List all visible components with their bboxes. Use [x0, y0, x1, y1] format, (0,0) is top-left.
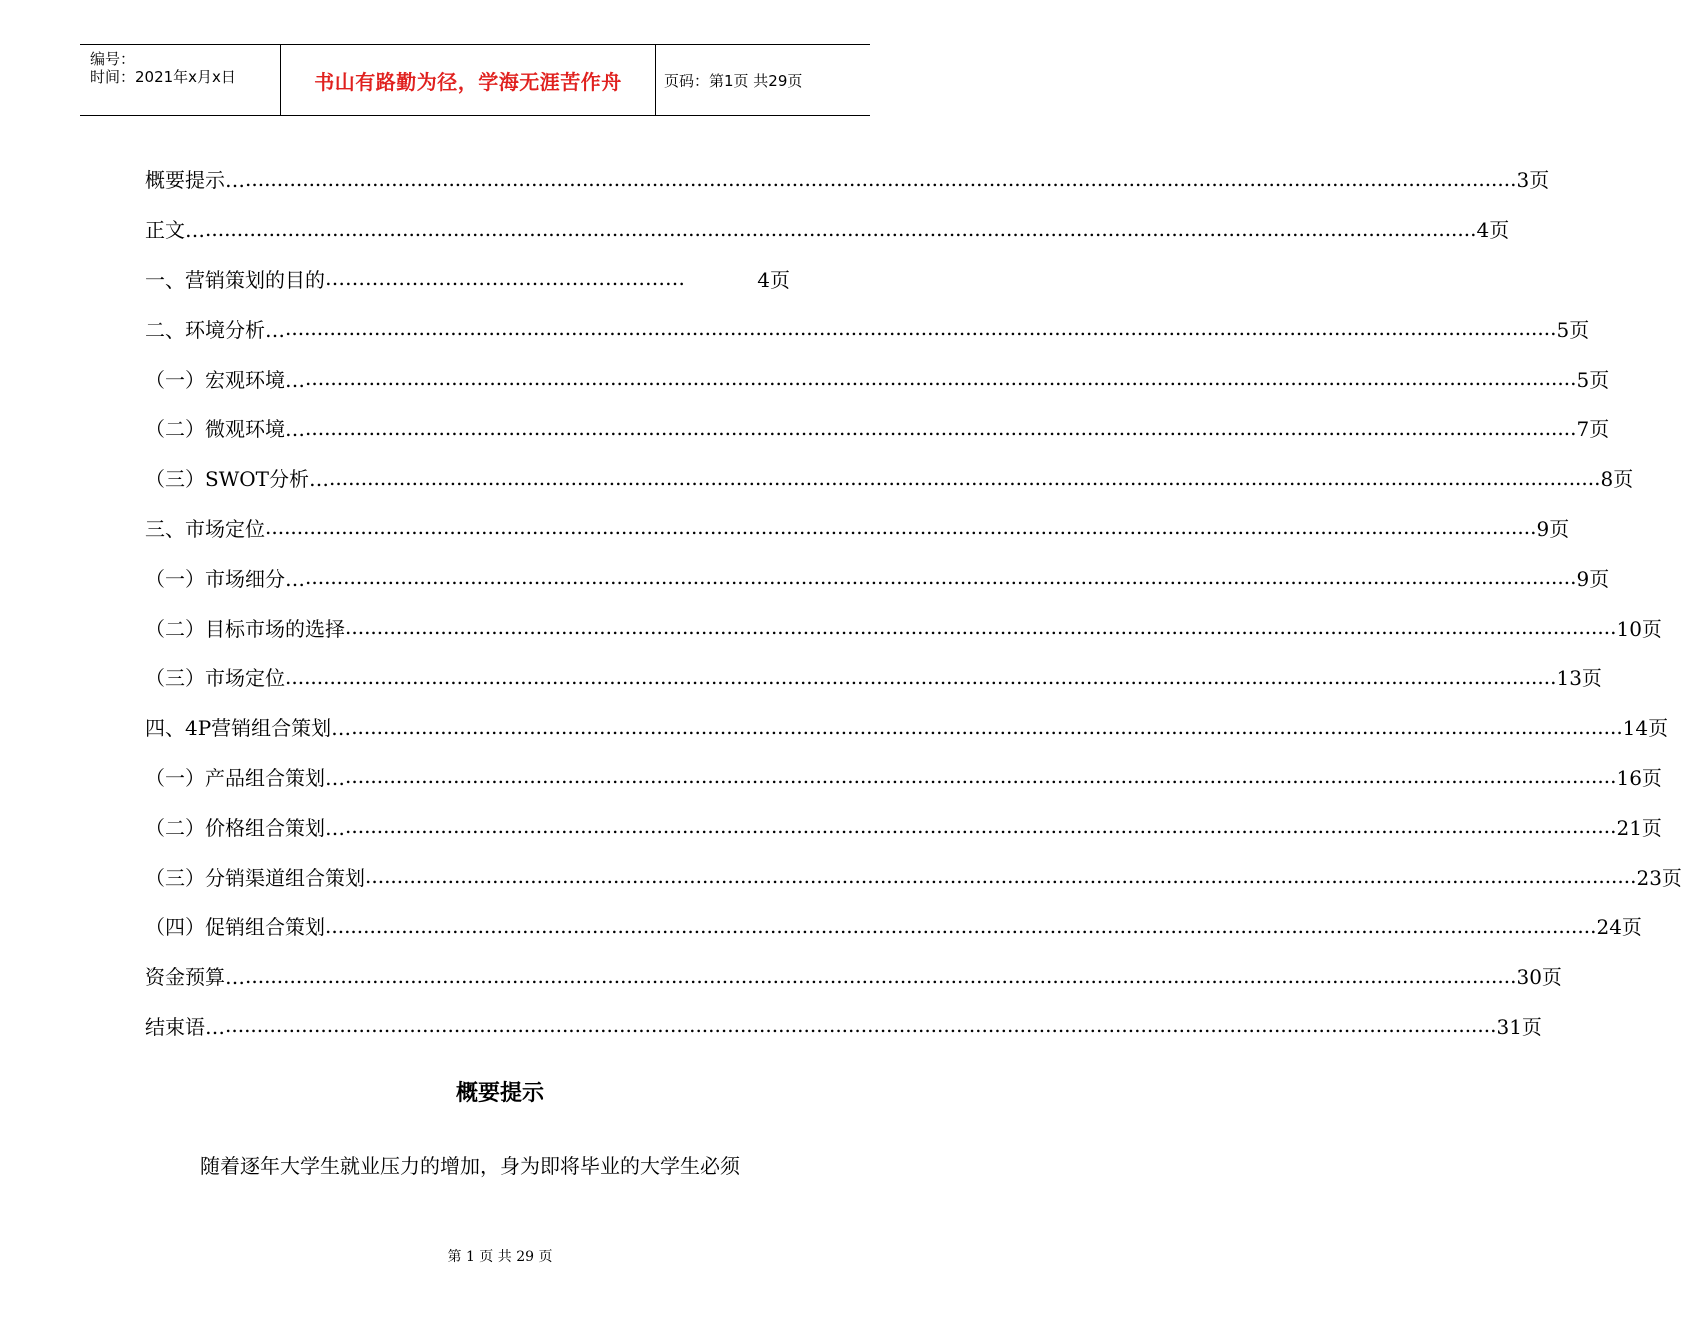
- toc-entry-page: 31页: [1496, 1014, 1542, 1039]
- toc-entry-label: （一）市场细分…: [145, 566, 305, 591]
- toc-entry-label: 资金预算…: [145, 965, 245, 990]
- header-info-cell: [80, 45, 280, 115]
- toc-entry-label: （二）价格组合策划…: [145, 815, 345, 840]
- toc-entry-label: （二）目标市场的选择: [145, 616, 345, 641]
- toc-entry-label: （三）市场定位: [145, 666, 285, 691]
- toc-leader-dots: ………………………………………………: [325, 266, 685, 291]
- toc-entry-page: 14页: [1622, 716, 1669, 741]
- toc-entry-label: 一、营销策划的目的: [145, 267, 325, 292]
- toc-leader-dots: ........................................................................................................................................................................................................: [245, 963, 1517, 988]
- toc-entry: [145, 652, 1602, 702]
- toc-leader-dots: ........................................................................................................................................................................................................: [285, 316, 1557, 341]
- toc-leader-dots: ........................................................................................................................................................................................................: [265, 515, 1537, 540]
- toc-leader-dots: ........................................................................................................................................................................................................: [365, 864, 1637, 889]
- toc-leader-dots: ........................................................................................................................................................................................................: [345, 615, 1617, 640]
- page-code: 页码：第1页 共29页: [664, 71, 803, 90]
- toc-entry: [145, 204, 1510, 254]
- toc-leader-dots: ........................................................................................................................................................................................................: [345, 764, 1617, 789]
- toc-entry: [145, 353, 1610, 403]
- toc-entry: [145, 503, 1570, 553]
- toc-leader-dots: ........................................................................................................................................................................................................: [245, 166, 1517, 191]
- toc-entry: [145, 154, 1550, 204]
- header-motto-cell: [280, 45, 656, 115]
- toc-entry: [145, 602, 1662, 652]
- toc-entry: [145, 552, 1610, 602]
- toc-entry-page: 10页: [1616, 616, 1662, 641]
- toc-entry: [145, 254, 790, 304]
- toc-entry: [145, 702, 1669, 752]
- toc-entry-page: 4页: [757, 267, 790, 292]
- toc-entry-page: 30页: [1516, 965, 1562, 990]
- body-paragraph: 随着逐年大学生就业压力的增加，身为即将毕业的大学生必须: [200, 1154, 740, 1178]
- date-label: 时间：2021年x月x日: [90, 68, 236, 86]
- toc-entry-page: 24页: [1596, 915, 1642, 940]
- toc-entry-page: 5页: [1576, 367, 1610, 392]
- toc-leader-dots: ........................................................................................................................................................................................................: [329, 465, 1601, 490]
- toc-leader-dots: ........................................................................................................................................................................................................: [285, 664, 1557, 689]
- toc-entry-label: （一）产品组合策划…: [145, 765, 345, 790]
- toc-entry-label: 三、市场定位: [145, 516, 265, 541]
- toc-entry-page: 5页: [1556, 317, 1590, 342]
- toc-entry-page: 16页: [1616, 765, 1662, 790]
- page-footer: 第 1 页 共 29 页: [447, 1249, 553, 1265]
- header-page-cell: [656, 45, 870, 115]
- toc-leader-dots: ........................................................................................................................................................................................................: [225, 1013, 1497, 1038]
- toc-entry: [145, 951, 1562, 1001]
- table-of-contents: [145, 154, 1682, 1050]
- toc-entry: [145, 1001, 1542, 1051]
- toc-entry-label: 正文…: [145, 218, 205, 243]
- toc-entry-label: 结束语…: [145, 1014, 225, 1039]
- toc-leader-dots: ........................................................................................................................................................................................................: [351, 714, 1623, 739]
- toc-entry-label: （四）促销组合策划: [145, 915, 325, 940]
- toc-entry-label: （三）SWOT分析…: [145, 467, 329, 492]
- toc-leader-dots: ........................................................................................................................................................................................................: [345, 814, 1617, 839]
- toc-entry-label: （二）微观环境…: [145, 417, 305, 442]
- toc-entry-page: 4页: [1476, 218, 1510, 243]
- toc-entry-page: 9页: [1576, 566, 1610, 591]
- toc-leader-dots: ........................................................................................................................................................................................................: [305, 415, 1577, 440]
- number-label: 编号：: [90, 50, 136, 68]
- toc-leader-dots: ........................................................................................................................................................................................................: [325, 913, 1597, 938]
- toc-entry-page: 8页: [1600, 467, 1634, 492]
- page-header: [80, 44, 870, 116]
- toc-leader-dots: ........................................................................................................................................................................................................: [305, 565, 1577, 590]
- toc-leader-dots: ........................................................................................................................................................................................................: [205, 216, 1477, 241]
- toc-entry-page: 9页: [1536, 516, 1570, 541]
- toc-entry-page: 23页: [1636, 865, 1682, 890]
- toc-entry: [145, 851, 1682, 901]
- toc-entry: [145, 303, 1590, 353]
- toc-entry-label: （一）宏观环境…: [145, 367, 305, 392]
- toc-entry: [145, 801, 1662, 851]
- toc-entry-label: 四、4P营销组合策划…: [145, 716, 352, 741]
- toc-entry-page: 7页: [1576, 417, 1610, 442]
- toc-entry-page: 21页: [1616, 815, 1662, 840]
- motto-text: 书山有路勤为径，学海无涯苦作舟: [314, 69, 622, 94]
- toc-entry-label: 二、环境分析…: [145, 317, 285, 342]
- toc-entry: [145, 453, 1634, 503]
- toc-entry: [145, 403, 1610, 453]
- toc-leader-dots: ........................................................................................................................................................................................................: [305, 366, 1577, 391]
- toc-entry-page: 13页: [1556, 666, 1602, 691]
- toc-entry: [145, 901, 1642, 951]
- section-title: 概要提示: [455, 1081, 544, 1106]
- toc-entry-label: （三）分销渠道组合策划: [145, 865, 365, 890]
- toc-entry-label: 概要提示…: [145, 168, 245, 193]
- toc-entry-page: 3页: [1516, 168, 1550, 193]
- toc-entry: [145, 752, 1662, 802]
